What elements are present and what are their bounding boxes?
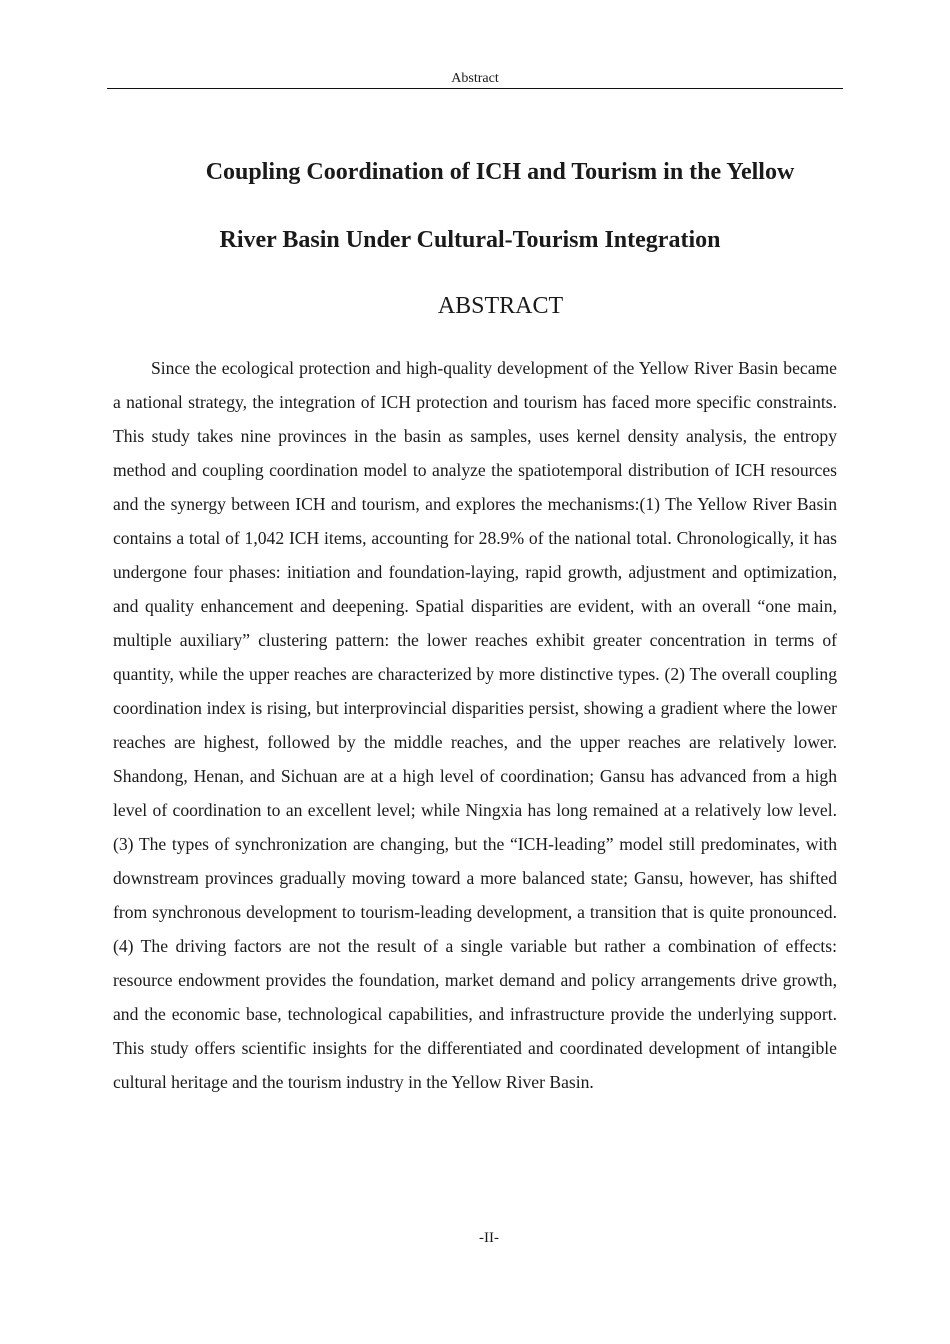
running-header: Abstract bbox=[451, 71, 499, 86]
header-rule bbox=[107, 88, 843, 89]
thesis-title-line-2: River Basin Under Cultural-Tourism Integration bbox=[219, 227, 721, 253]
thesis-title-line-1: Coupling Coordination of ICH and Tourism in the Yellow bbox=[205, 159, 795, 185]
thesis-title bbox=[113, 138, 837, 274]
abstract-heading: ABSTRACT bbox=[437, 293, 564, 319]
abstract-body: Since the ecological protection and high-quality development of the Yellow River Basin became a national strategy, the integration of ICH protection and tourism has faced more specific constraints. This study takes nine provinces in the basin as samples, uses kernel density analysis, the entropy method and coupling coordination model to analyze the spatiotemporal distribution of ICH resources and the synergy between ICH and tourism, and explores the mechanisms:(1) The Yellow River Basin contains a total of 1,042 ICH items, accounting for 28.9% of the national total. Chronologically, it has undergone four phases: initiation and foundation-laying, rapid growth, adjustment and optimization, and quality enhancement and deepening. Spatial disparities are evident, with an overall “one main, multiple auxiliary” clustering pattern: the lower reaches exhibit greater concentration in terms of quantity, while the upper reaches are characterized by more distinctive types. (2) The overall coupling coordination index is rising, but interprovincial disparities persist, showing a gradient where the lower reaches are highest, followed by the middle reaches, and the upper reaches are relatively lower. Shandong, Henan, and Sichuan are at a high level of coordination; Gansu has advanced from a high level of coordination to an excellent level; while Ningxia has long remained at a relatively low level. (3) The types of synchronization are changing, but the “ICH-leading” model still predominates, with downstream provinces gradually moving toward a more balanced state; Gansu, however, has shifted from synchronous development to tourism-leading development, a transition that is quite pronounced. (4) The driving factors are not the result of a single variable but rather a combination of effects: resource endowment provides the foundation, market demand and policy arrangements drive growth, and the economic base, technological capabilities, and infrastructure provide the underlying support. This study offers scientific insights for the differentiated and coordinated development of intangible cultural heritage and the tourism industry in the Yellow River Basin. bbox=[113, 358, 837, 1092]
page-number: -II- bbox=[479, 1230, 499, 1246]
